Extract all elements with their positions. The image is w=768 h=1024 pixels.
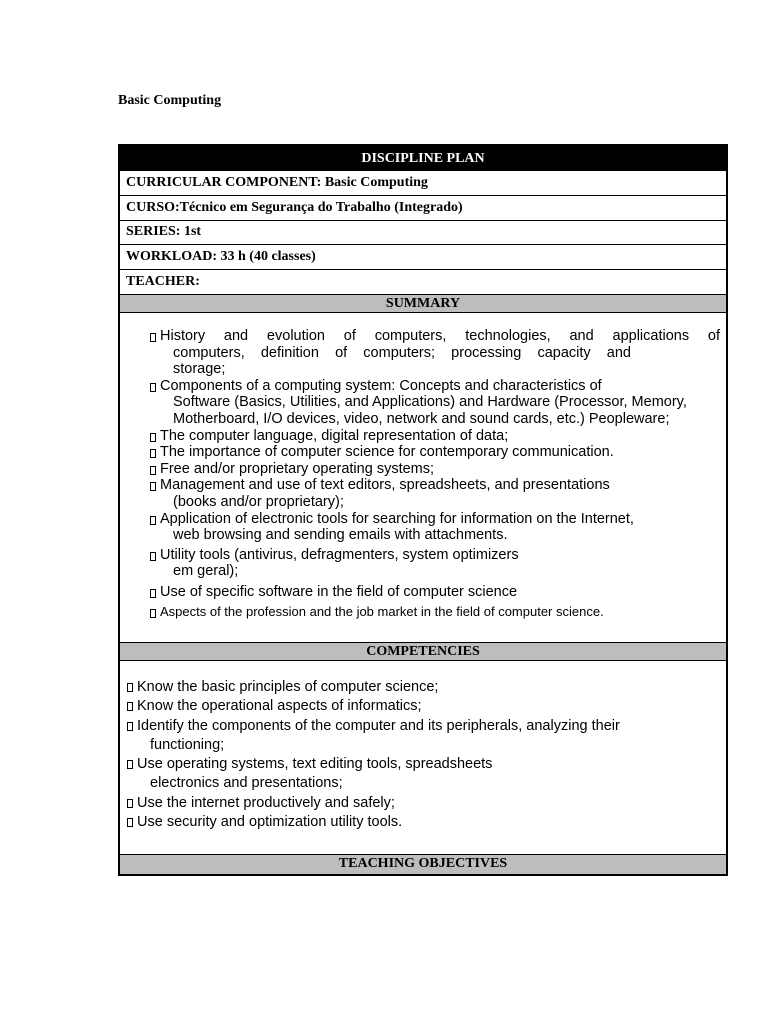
list-item-text: Application of electronic tools for searching for information on the Internet, [160,510,634,527]
teaching-objectives-header: TEACHING OBJECTIVES [120,855,726,874]
bullet-icon [127,760,133,769]
bullet-icon [127,799,133,808]
discipline-plan-header: DISCIPLINE PLAN [120,146,726,171]
list-item-continuation: electronics and presentations; [150,775,343,792]
list-item-continuation: storage; [173,361,226,378]
list-item-text: The computer language, digital representation of data; [160,427,509,444]
list-item [127,697,720,716]
bullet-icon [150,449,156,458]
list-item-text: Components of a computing system: Concepts and characteristics of [160,377,602,394]
bullet-icon [150,482,156,491]
list-item [150,604,720,621]
bullet-icon [127,683,133,692]
bullet-icon [127,722,133,731]
list-item [127,813,720,832]
list-item-text: Use the internet productively and safely; [137,794,395,811]
summary-header: SUMMARY [120,295,726,313]
list-item-continuation: (books and/or proprietary); [173,493,344,510]
bullet-icon [127,818,133,827]
list-item [127,755,720,794]
document-title: Basic Computing [118,93,222,108]
list-item-text: Utility tools (antivirus, defragmenters, system optimizers [160,546,519,563]
list-item-continuation: computers, definition of computers; processing capacity and [173,344,631,361]
list-item-text: History and evolution of computers, technologies, and applications of [160,328,720,344]
list-item-continuation: Software (Basics, Utilities, and Applications) and Hardware (Processor, Memory, [173,394,687,411]
list-item [150,428,720,445]
list-item-text: Management and use of text editors, spreadsheets, and presentations [160,477,610,494]
list-item-text: Know the operational aspects of informatics; [137,698,422,715]
teacher-field: TEACHER: [120,270,726,295]
summary-list [150,328,720,620]
curricular-component-field: CURRICULAR COMPONENT: Basic Computing [120,171,726,196]
list-item [150,378,720,428]
bullet-icon [150,589,156,598]
list-item-text: Use of specific software in the field of computer science [160,583,518,600]
competencies-content [120,661,726,855]
bullet-icon [150,333,156,342]
list-item-text: Identify the components of the computer and its peripherals, analyzing their [137,717,620,734]
competencies-list [127,678,720,832]
list-item-text: Free and/or proprietary operating systems; [160,460,435,477]
bullet-icon [150,609,156,618]
list-item [150,477,720,510]
bullet-icon [150,383,156,392]
list-item [150,547,720,580]
workload-field: WORKLOAD: 33 h (40 classes) [120,245,726,270]
list-item-text: The importance of computer science for contemporary communication. [160,444,614,461]
bullet-icon [150,466,156,475]
list-item-text: Use operating systems, text editing tools, spreadsheets [137,756,493,773]
list-item [150,461,720,478]
list-item [127,717,720,756]
list-item [150,328,720,378]
list-item [150,584,720,601]
list-item-continuation: Motherboard, I/O devices, video, network and sound cards, etc.) Peopleware; [173,410,670,427]
list-item [127,678,720,697]
competencies-header: COMPETENCIES [120,643,726,661]
list-item-text: Know the basic principles of computer science; [137,679,439,695]
bullet-icon [150,433,156,442]
list-item-continuation: functioning; [150,736,225,753]
bullet-icon [150,552,156,561]
summary-content [120,313,726,643]
curso-field: CURSO:Técnico em Segurança do Trabalho (Integrado) [120,196,726,221]
list-item [150,444,720,461]
list-item [150,511,720,544]
discipline-plan-table [118,144,728,876]
bullet-icon [150,516,156,525]
list-item [127,794,720,813]
list-item-text: Use security and optimization utility tools. [137,814,403,831]
list-item-continuation: em geral); [173,563,239,580]
bullet-icon [127,702,133,711]
list-item-text: Aspects of the profession and the job market in the field of computer science. [160,603,604,619]
series-field: SERIES: 1st [120,221,726,245]
list-item-continuation: web browsing and sending emails with attachments. [173,527,508,544]
